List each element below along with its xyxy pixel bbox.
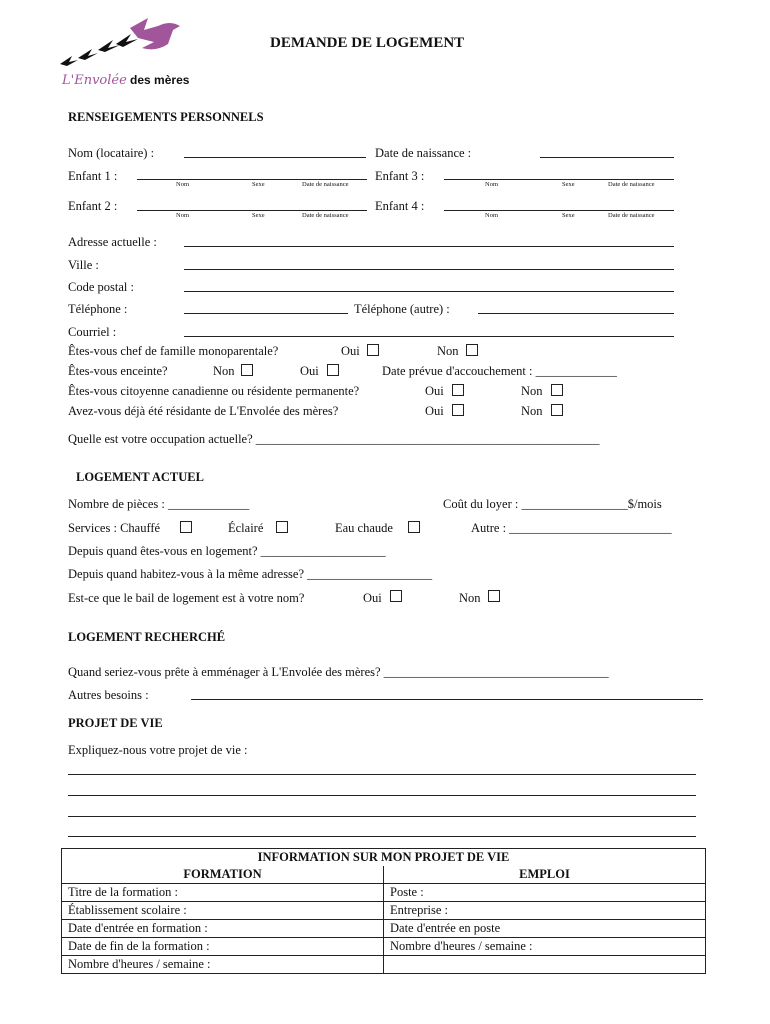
q-citoyenne: Êtes-vous citoyenne canadienne ou résidente permanente? bbox=[68, 384, 360, 398]
chef-non-checkbox[interactable] bbox=[466, 344, 478, 356]
table-row bbox=[62, 902, 706, 920]
depuis-logement-field[interactable]: Depuis quand êtes-vous en logement? ____________________ bbox=[68, 544, 386, 558]
birds-logo-icon bbox=[58, 16, 188, 72]
telephone-autre-label: Téléphone (autre) : bbox=[354, 302, 450, 316]
enfant2-sub-sexe: Sexe bbox=[252, 212, 265, 219]
courriel-label: Courriel : bbox=[68, 325, 117, 339]
table-row bbox=[62, 920, 706, 938]
chauffe-checkbox[interactable] bbox=[180, 521, 192, 533]
bail-oui-label: Oui bbox=[363, 591, 382, 605]
enfant1-label: Enfant 1 : bbox=[68, 169, 118, 183]
enfant3-sub-sexe: Sexe bbox=[562, 181, 575, 188]
enfant4-sub-date: Date de naissance bbox=[608, 212, 655, 219]
eau-chaude-label: Eau chaude bbox=[335, 521, 393, 535]
pieces-field[interactable]: Nombre de pièces : _____________ bbox=[68, 497, 250, 511]
enfant3-field[interactable] bbox=[444, 179, 674, 180]
ville-field[interactable] bbox=[184, 269, 674, 270]
emploi-cell[interactable]: Poste : bbox=[384, 884, 706, 902]
emploi-cell[interactable]: Date d'entrée en poste bbox=[384, 920, 706, 938]
expliquez-label: Expliquez-nous votre projet de vie : bbox=[68, 743, 248, 757]
code-postal-label: Code postal : bbox=[68, 280, 134, 294]
q-occupation[interactable]: Quelle est votre occupation actuelle? _______________________________________________________ bbox=[68, 432, 600, 446]
formation-cell[interactable]: Nombre d'heures / semaine : bbox=[62, 956, 384, 974]
q-enceinte: Êtes-vous enceinte? bbox=[68, 364, 168, 378]
page-title: DEMANDE DE LOGEMENT bbox=[270, 35, 465, 51]
citoyenne-non-label: Non bbox=[521, 384, 543, 398]
formation-cell[interactable]: Établissement scolaire : bbox=[62, 902, 384, 920]
eclaire-checkbox[interactable] bbox=[276, 521, 288, 533]
besoins-label: Autres besoins : bbox=[68, 688, 149, 702]
enceinte-non-label: Non bbox=[213, 364, 235, 378]
services-label: Services : Chauffé bbox=[68, 521, 161, 535]
residante-non-checkbox[interactable] bbox=[551, 404, 563, 416]
bail-non-label: Non bbox=[459, 591, 481, 605]
enfant1-sub-date: Date de naissance bbox=[302, 181, 349, 188]
logo bbox=[58, 16, 188, 92]
section-actuel-heading: LOGEMENT ACTUEL bbox=[76, 470, 204, 484]
telephone-autre-field[interactable] bbox=[478, 313, 674, 314]
enfant2-label: Enfant 2 : bbox=[68, 199, 118, 213]
col-formation-header: FORMATION bbox=[62, 866, 384, 884]
chef-non-label: Non bbox=[437, 344, 459, 358]
date-accouchement-label: Date prévue d'accouchement : _____________ bbox=[382, 364, 617, 378]
code-postal-field[interactable] bbox=[184, 291, 674, 292]
q-demenager-field[interactable]: Quand seriez-vous prête à emménager à L'Envolée des mères? ____________________________________ bbox=[68, 665, 609, 679]
eclaire-label: Éclairé bbox=[228, 521, 264, 535]
enceinte-non-checkbox[interactable] bbox=[241, 364, 253, 376]
enfant2-field[interactable] bbox=[137, 210, 367, 211]
ville-label: Ville : bbox=[68, 258, 99, 272]
adresse-label: Adresse actuelle : bbox=[68, 235, 157, 249]
enfant4-label: Enfant 4 : bbox=[375, 199, 425, 213]
residante-non-label: Non bbox=[521, 404, 543, 418]
q-residante: Avez-vous déjà été résidante de L'Envolée des mères? bbox=[68, 404, 339, 418]
projet-line-3[interactable] bbox=[68, 816, 696, 817]
nom-label: Nom (locataire) : bbox=[68, 146, 155, 160]
logo-rest-text: des mères bbox=[130, 73, 190, 87]
enfant4-sub-nom: Nom bbox=[485, 212, 498, 219]
chef-oui-checkbox[interactable] bbox=[367, 344, 379, 356]
table-row bbox=[62, 938, 706, 956]
telephone-label: Téléphone : bbox=[68, 302, 128, 316]
q-chef-famille: Êtes-vous chef de famille monoparentale? bbox=[68, 344, 279, 358]
date-naissance-field[interactable] bbox=[540, 157, 674, 158]
telephone-field[interactable] bbox=[184, 313, 348, 314]
besoins-field[interactable] bbox=[191, 699, 703, 700]
enceinte-oui-label: Oui bbox=[300, 364, 319, 378]
emploi-cell[interactable]: Nombre d'heures / semaine : bbox=[384, 938, 706, 956]
formation-cell[interactable]: Date d'entrée en formation : bbox=[62, 920, 384, 938]
nom-field[interactable] bbox=[184, 157, 366, 158]
table-row bbox=[62, 884, 706, 902]
table-title: INFORMATION SUR MON PROJET DE VIE bbox=[62, 849, 706, 867]
q-bail: Est-ce que le bail de logement est à votre nom? bbox=[68, 591, 305, 605]
projet-line-4[interactable] bbox=[68, 836, 696, 837]
residante-oui-label: Oui bbox=[425, 404, 444, 418]
enfant2-sub-date: Date de naissance bbox=[302, 212, 349, 219]
emploi-cell[interactable] bbox=[384, 956, 706, 974]
autre-field[interactable]: Autre : __________________________ bbox=[471, 521, 672, 535]
enfant4-sub-sexe: Sexe bbox=[562, 212, 575, 219]
depuis-adresse-field[interactable]: Depuis quand habitez-vous à la même adresse? ____________________ bbox=[68, 567, 433, 581]
section-personal-heading: RENSEIGEMENTS PERSONNELS bbox=[68, 110, 264, 124]
adresse-field[interactable] bbox=[184, 246, 674, 247]
emploi-cell[interactable]: Entreprise : bbox=[384, 902, 706, 920]
residante-oui-checkbox[interactable] bbox=[452, 404, 464, 416]
citoyenne-oui-checkbox[interactable] bbox=[452, 384, 464, 396]
citoyenne-non-checkbox[interactable] bbox=[551, 384, 563, 396]
col-emploi-header: EMPLOI bbox=[384, 866, 706, 884]
bail-non-checkbox[interactable] bbox=[488, 590, 500, 602]
formation-cell[interactable]: Titre de la formation : bbox=[62, 884, 384, 902]
courriel-field[interactable] bbox=[184, 336, 674, 337]
loyer-field[interactable]: Coût du loyer : _________________$/mois bbox=[443, 497, 662, 511]
projet-line-2[interactable] bbox=[68, 795, 696, 796]
section-recherche-heading: LOGEMENT RECHERCHÉ bbox=[68, 630, 226, 644]
chef-oui-label: Oui bbox=[341, 344, 360, 358]
enfant2-sub-nom: Nom bbox=[176, 212, 189, 219]
enfant1-field[interactable] bbox=[137, 179, 367, 180]
enfant1-sub-sexe: Sexe bbox=[252, 181, 265, 188]
projet-info-table bbox=[61, 848, 706, 974]
formation-cell[interactable]: Date de fin de la formation : bbox=[62, 938, 384, 956]
enceinte-oui-checkbox[interactable] bbox=[327, 364, 339, 376]
projet-line-1[interactable] bbox=[68, 774, 696, 775]
logo-script-text: L'Envolée bbox=[62, 73, 127, 88]
enfant3-label: Enfant 3 : bbox=[375, 169, 425, 183]
date-naissance-label: Date de naissance : bbox=[375, 146, 472, 160]
eau-chaude-checkbox[interactable] bbox=[408, 521, 420, 533]
enfant3-sub-nom: Nom bbox=[485, 181, 498, 188]
enfant1-sub-nom: Nom bbox=[176, 181, 189, 188]
bail-oui-checkbox[interactable] bbox=[390, 590, 402, 602]
enfant4-field[interactable] bbox=[444, 210, 674, 211]
enfant3-sub-date: Date de naissance bbox=[608, 181, 655, 188]
section-projet-heading: PROJET DE VIE bbox=[68, 716, 163, 730]
citoyenne-oui-label: Oui bbox=[425, 384, 444, 398]
table-row bbox=[62, 956, 706, 974]
